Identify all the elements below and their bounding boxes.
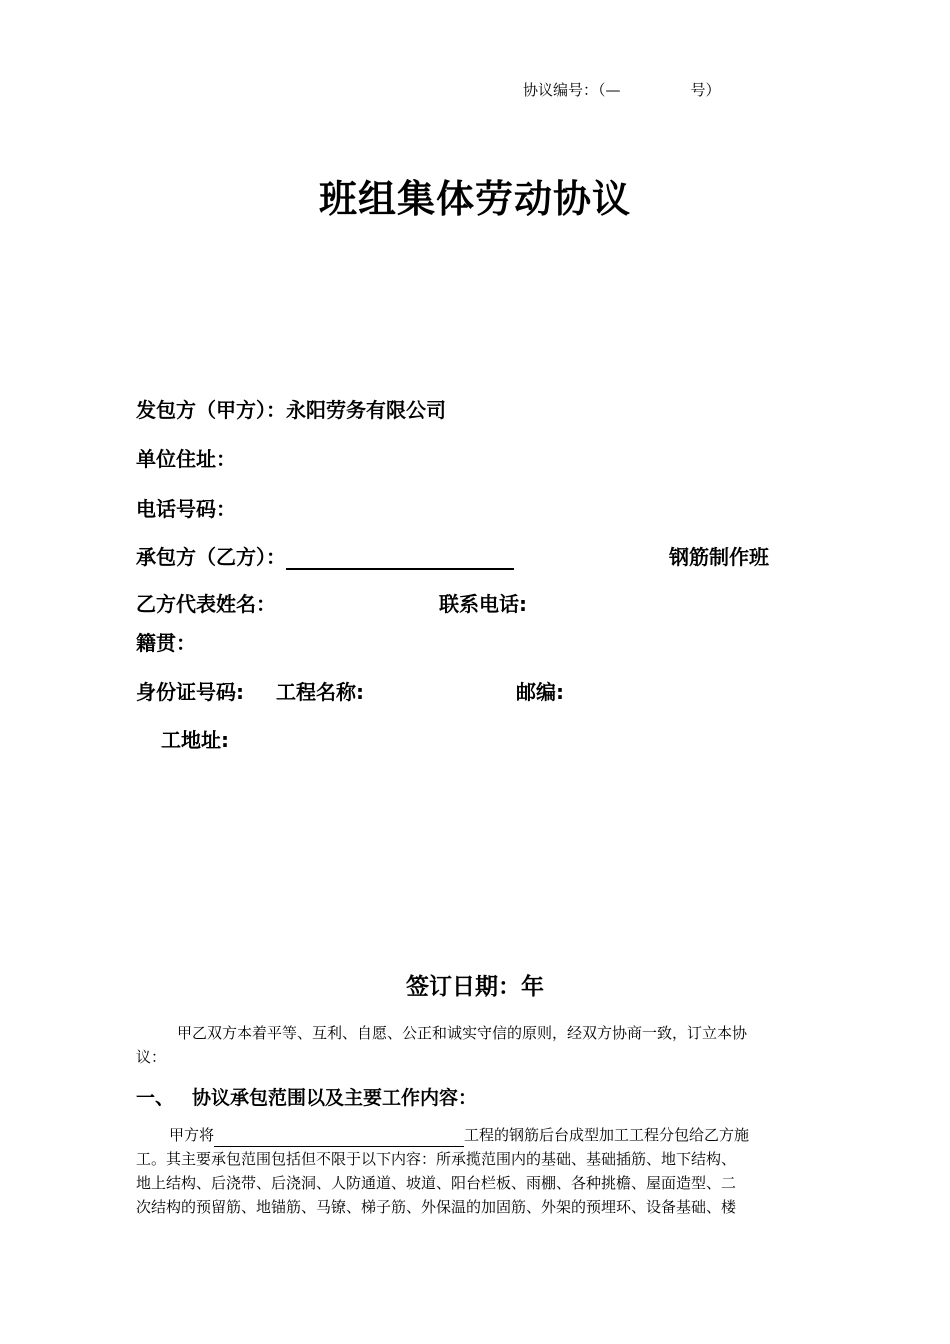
rep-name-field: 乙方代表姓名： — [136, 592, 276, 616]
scope-line-3: 地上结构、后浇带、后浇洞、人防通道、坡道、阳台栏板、雨棚、各种挑檐、屋面造型、二 — [136, 1174, 737, 1192]
party-b-label: 承包方（乙方）： — [136, 545, 286, 569]
scope-line-4: 次结构的预留筋、地锚筋、马镣、梯子筋、外保温的加固筋、外架的预埋环、设备基础、楼 — [136, 1198, 737, 1216]
sign-date: 签订日期：年 — [406, 974, 544, 1000]
address-field: 单位住址： — [136, 447, 236, 471]
section-1-index: 一、 — [136, 1087, 175, 1109]
intro-line-2: 议： — [136, 1048, 167, 1066]
intro-line-1: 甲乙双方本着平等、互利、自愿、公正和诚实守信的原则，经双方协商一致，订立本协 — [177, 1024, 748, 1042]
team-name: 钢筋制作班 — [669, 545, 769, 569]
scope-paragraph — [136, 1123, 828, 1219]
site-address-field: 工地址: — [161, 728, 229, 752]
project-name-field: 工程名称: — [276, 680, 364, 704]
agreement-number-suffix: 号） — [690, 81, 721, 99]
agreement-number-label: 协议编号：（— — [523, 81, 621, 99]
party-b-blank-line — [286, 548, 514, 570]
phone-field: 电话号码： — [136, 497, 236, 521]
scope-line-2: 工。其主要承包范围包括但不限于以下内容：所承揽范围内的基础、基础插筋、地下结构、 — [136, 1150, 737, 1168]
scope-line-1 — [136, 1123, 828, 1147]
native-place-field: 籍贯： — [136, 631, 196, 655]
section-1-title: 协议承包范围以及主要工作内容： — [192, 1087, 478, 1109]
section-1-heading — [136, 1083, 477, 1110]
agreement-number — [523, 79, 721, 100]
scope-suffix: 工程的钢筋后台成型加工工程分包给乙方施 — [464, 1126, 750, 1144]
intro-paragraph — [136, 1021, 828, 1069]
document-title: 班组集体劳动协议 — [318, 177, 631, 221]
contact-phone-field: 联系电话: — [439, 592, 527, 616]
project-blank-line — [214, 1131, 464, 1147]
party-b-field — [136, 541, 514, 570]
scope-prefix: 甲方将 — [169, 1126, 215, 1144]
id-number-field: 身份证号码: — [136, 680, 244, 704]
postcode-field: 邮编: — [516, 680, 564, 704]
party-a-field: 发包方（甲方）：永阳劳务有限公司 — [136, 398, 446, 422]
